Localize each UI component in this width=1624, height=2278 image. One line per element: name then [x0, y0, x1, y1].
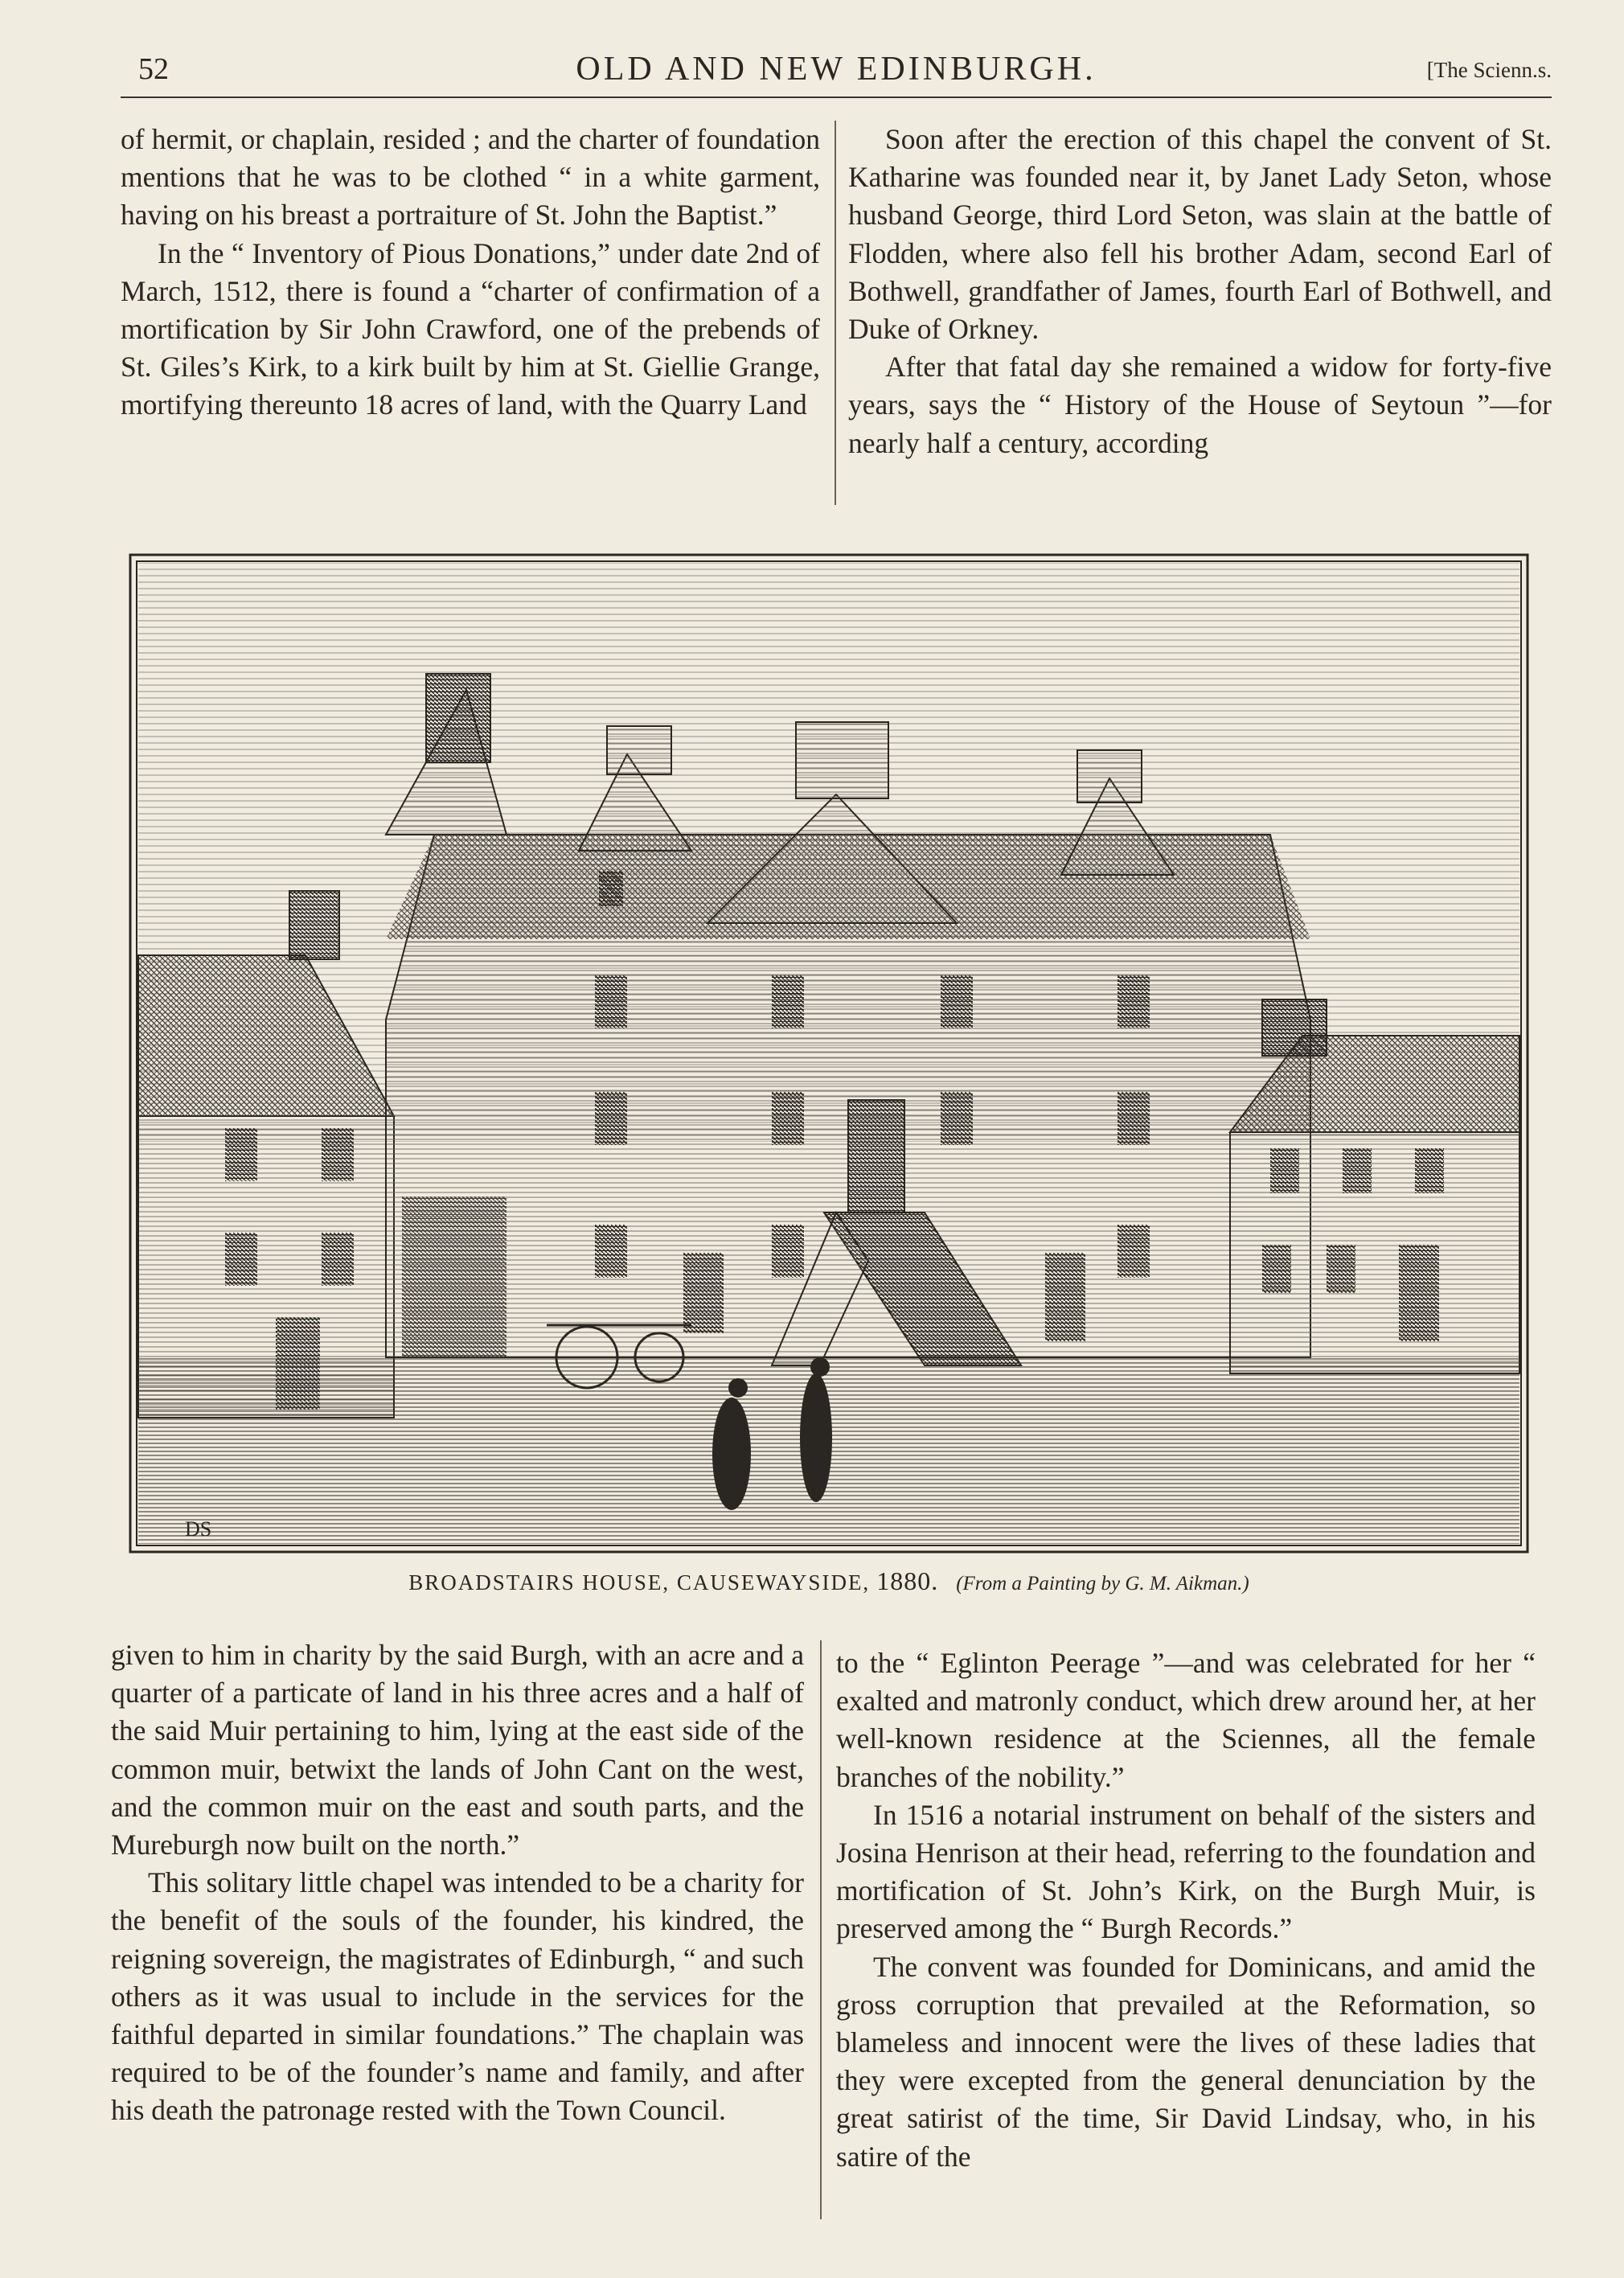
figure-caption: [129, 1566, 1529, 1596]
paragraph: The convent was founded for Dominicans, and amid the gross corruption that prevailed at the Reformation, so blameless and innocent were the lives of these ladies that they were excepted from the general denunciation by the great satirist of the time, Sir David Lindsay, who, in his satire of the: [836, 1950, 1536, 2173]
page-number: 52: [138, 52, 169, 86]
paragraph: In the “ Inventory of Pious Donations,” under date 2nd of March, 1512, there is found a “charter of confirmation of a mortification by Sir John Crawford, one of the prebends of St. Giles’s Kirk, to a kirk built by him at St. Giellie Grange, mortifying thereunto 18 acres of land, with the Quarry Land: [121, 236, 820, 421]
paragraph: In 1516 a notarial instrument on behalf of the sisters and Josina Henrison at their head, referring to the foundation and mortification of St. John’s Kirk, on the Burgh Muir, is preserved among the “ Burgh Records.”: [836, 1798, 1536, 1945]
caption-year: 1880.: [876, 1566, 939, 1595]
running-title: OLD AND NEW EDINBURGH.: [576, 51, 1097, 88]
right-cottage: [1230, 999, 1519, 1373]
column-divider: [820, 1640, 822, 2219]
header-rule: [121, 96, 1552, 98]
paragraph: Soon after the erection of this chapel the convent of St. Katharine was founded near it, by Janet Lady Seton, whose husband George, third Lord Seton, was slain at the battle of Flodden, where also fell his brother Adam, second Earl of Bothwell, grandfather of James, fourth Earl of Bothwell, and Duke of Orkney.: [848, 123, 1552, 346]
column-bottom-right: [836, 1644, 1536, 2176]
running-header: [121, 47, 1552, 95]
column-divider: [835, 121, 836, 505]
engraver-signature: DS: [185, 1517, 212, 1541]
paragraph: After that fatal day she remained a widow for forty-five years, says the “ History of the House of Seytoun ”—for nearly half a century, according: [848, 351, 1552, 459]
section-label: [The Scienn.s.: [1426, 58, 1552, 82]
paragraph: of hermit, or chaplain, resided ; and the charter of foundation mentions that he was to be clothed “ in a white garment, having on his breast a portraiture of St. John the Baptist.”: [121, 123, 820, 232]
column-bottom-left: [111, 1636, 804, 2130]
caption-title: BROADSTAIRS HOUSE, CAUSEWAYSIDE,: [408, 1570, 871, 1595]
paragraph: given to him in charity by the said Burgh, with an acre and a quarter of a particate of land in his three acres and a half of the said Muir pertaining to him, lying at the east side of the common muir, betwixt the lands of John Cant on the west, and the common muir on the east and south parts, and the Mureburgh now built on the north.”: [111, 1639, 804, 1861]
caption-credit: (From a Painting by G. M. Aikman.): [956, 1573, 1249, 1595]
engraving-figure: [129, 553, 1529, 1554]
column-top-left: [121, 121, 820, 425]
paragraph: This solitary little chapel was intended to be a charity for the benefit of the souls of the founder, his kindred, the reigning sovereign, the magistrates of Edinburgh, “ and such others as it was usual to include in the services for the faithful departed in similar foundations.” The chaplain was required to be of the founder’s name and family, and after his death the patronage rested with the Town Council.: [111, 1866, 804, 2127]
column-top-right: [848, 121, 1552, 462]
paragraph: to the “ Eglinton Peerage ”—and was celebrated for her “ exalted and matronly conduct, which drew around her, at her well-known residence at the Sciennes, all the female branches of the nobility.”: [836, 1647, 1536, 1793]
